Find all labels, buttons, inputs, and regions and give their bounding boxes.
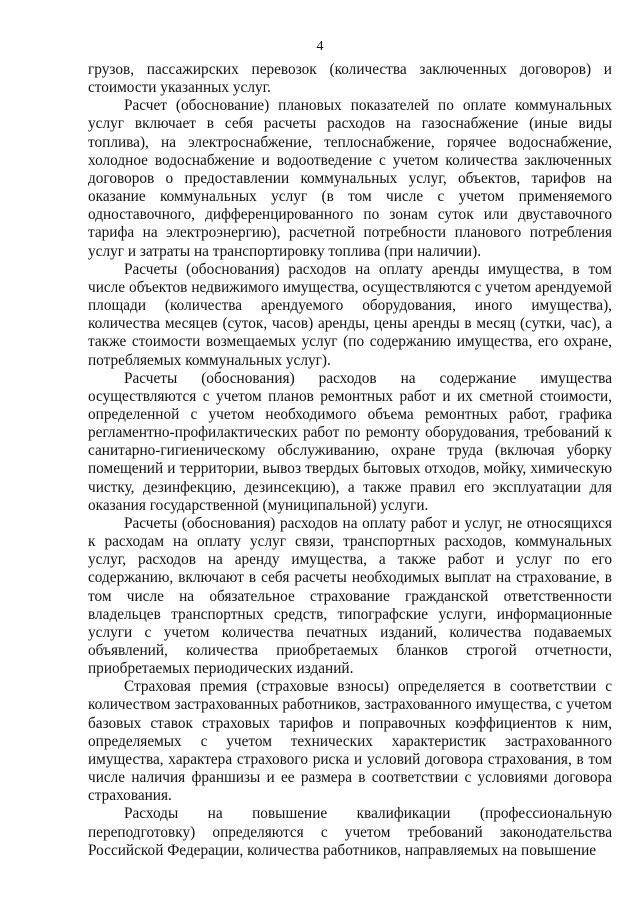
page-number: 4 [316, 39, 324, 54]
paragraph-training: Расходы на повышение квалификации (профессиональную переподготовку) определяются с учетом требований законодательства Российской Федерации, количества работников, направляемых на повышение [88, 805, 612, 859]
paragraph-utilities: Расчет (обоснование) плановых показателей по оплате коммунальных услуг включает в себя расчеты расходов на газоснабжение (иные виды топлива), на электроснабжение, теплоснабжение, горячее водоснабжение, холодное водоснабжение и водоотведение с учетом количества заключенных договоров о предоставлении коммунальных услуг, объектов, тарифов на оказание коммунальных услуг (в том числе с учетом применяемого одноставочного, дифференцированного по зонам суток или двуставочного тарифа на электроэнергию), расчетной потребности планового потребления услуг и затраты на транспортировку топлива (при наличии). [88, 97, 612, 260]
paragraph-insurance: Страховая премия (страховые взносы) определяется в соответствии с количеством застрахованных работников, застрахованного имущества, с учетом базовых ставок страховых тарифов и поправочных коэффициентов к ним, определяемых с учетом технических характеристик застрахованного имущества, характера страхового риска и условий договора страхования, в том числе наличия франшизы и ее размера в соответствии с условиями договора страхования. [88, 678, 612, 805]
document-body [88, 61, 612, 860]
paragraph-rent: Расчеты (обоснования) расходов на оплату аренды имущества, в том числе объектов недвижимого имущества, осуществляются с учетом арендуемой площади (количества арендуемого оборудования, иного имущества), количества месяцев (суток, часов) аренды, цены аренды в месяц (сутки, час), а также стоимости возмещаемых услуг (по содержанию имущества, его охране, потребляемых коммунальных услуг). [88, 260, 612, 369]
paragraph-maintenance: Расчеты (обоснования) расходов на содержание имущества осуществляются с учетом планов ремонтных работ и их сметной стоимости, определенной с учетом необходимого объема ремонтных работ, графика регламентно-профилактических работ по ремонту оборудования, требований к санитарно-гигиеническому обслуживанию, охране труда (включая уборку помещений и территории, вывоз твердых бытовых отходов, мойку, химическую чистку, дезинфекцию, дезинсекцию), а также правил его эксплуатации для оказания государственной (муниципальной) услуги. [88, 369, 612, 514]
paragraph-continuation: грузов, пассажирских перевозок (количества заключенных договоров) и стоимости указанных услуг. [88, 61, 612, 97]
paragraph-other-services: Расчеты (обоснования) расходов на оплату работ и услуг, не относящихся к расходам на оплату услуг связи, транспортных расходов, коммунальных услуг, расходов на аренду имущества, а также работ и услуг по его содержанию, включают в себя расчеты необходимых выплат на страхование, в том числе на обязательное страхование гражданской ответственности владельцев транспортных средств, типографские услуги, информационные услуги с учетом количества печатных изданий, количества подаваемых объявлений, количества приобретаемых бланков строгой отчетности, приобретаемых периодических изданий. [88, 514, 612, 678]
